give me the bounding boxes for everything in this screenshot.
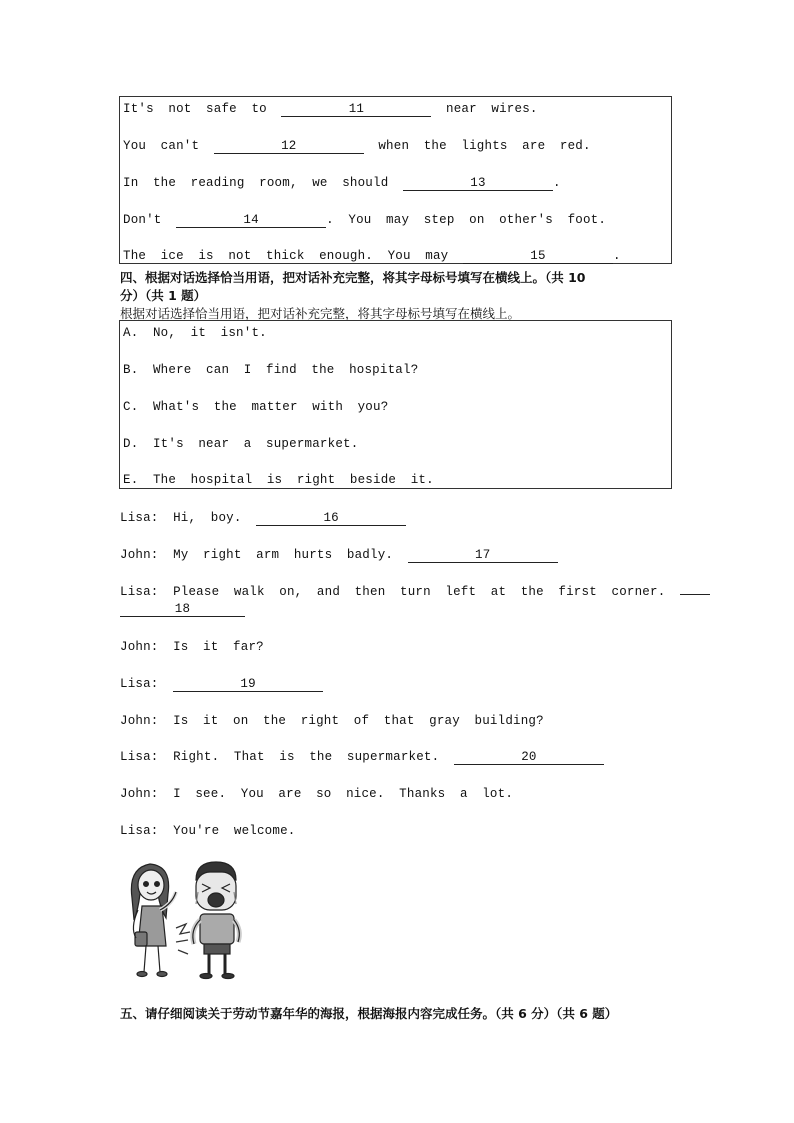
girl-figure [131, 864, 176, 977]
blank-14[interactable]: 14 [176, 213, 326, 228]
blank-13[interactable]: 13 [403, 176, 553, 191]
girl-and-crying-boy-illustration [120, 858, 252, 984]
dialogue-line-17: John: My right arm hurts badly. 17 [120, 548, 558, 563]
blank-19[interactable]: 19 [173, 677, 323, 692]
dialogue-line-see: John: I see. You are so nice. Thanks a lot. [120, 787, 514, 801]
blank-18[interactable]: 18 [120, 602, 245, 617]
blank-16[interactable]: 16 [256, 511, 406, 526]
blank-15[interactable]: 15 [463, 249, 613, 264]
sentence-11: It's not safe to 11 near wires. [123, 102, 538, 116]
option-c: C. What's the matter with you? [123, 400, 389, 414]
blank-11[interactable]: 11 [281, 102, 431, 117]
dialogue-line-18-cont [120, 602, 245, 617]
pain-lines [176, 924, 190, 954]
sentence-12: You can't 12 when the lights are red. [123, 139, 591, 153]
dialogue-line-welcome: Lisa: You're welcome. [120, 824, 296, 838]
dialogue-line-far: John: Is it far? [120, 640, 264, 654]
section-4-heading-line1: 四、根据对话选择恰当用语，把对话补充完整，将其字母标号填写在横线上。（共 10 [120, 270, 586, 285]
option-b: B. Where can I find the hospital? [123, 363, 419, 377]
dialogue-line-20: Lisa: Right. That is the supermarket. 20 [120, 750, 604, 765]
blank-18-start[interactable] [680, 594, 710, 595]
option-a: A. No, it isn't. [123, 326, 267, 340]
sentence-15: The ice is not thick enough. You may 15 . [123, 249, 621, 263]
dialogue-line-19: Lisa: 19 [120, 677, 323, 692]
sentence-13: In the reading room, we should 13 . [123, 176, 561, 190]
blank-20[interactable]: 20 [454, 750, 604, 765]
dialogue-line-right: John: Is it on the right of that gray building? [120, 714, 544, 728]
dialogue-line-18: Lisa: Please walk on, and then turn left at the first corner. [120, 585, 710, 599]
fill-in-box-11-15 [119, 96, 672, 264]
section-5-heading: 五、请仔细阅读关于劳动节嘉年华的海报，根据海报内容完成任务。（共 6 分）（共 6 题） [120, 1006, 618, 1021]
options-box [119, 320, 672, 489]
section-4-instruction: 根据对话选择恰当用语，把对话补充完整，将其字母标号填写在横线上。 [120, 306, 521, 321]
dialogue-line-16: Lisa: Hi, boy. 16 [120, 511, 406, 526]
sentence-14: Don't 14 . You may step on other's foot. [123, 213, 607, 227]
option-d: D. It's near a supermarket. [123, 437, 359, 451]
option-e: E. The hospital is right beside it. [123, 473, 434, 487]
blank-12[interactable]: 12 [214, 139, 364, 154]
section-4-heading-line2: 分）（共 1 题） [120, 288, 207, 303]
crying-boy-figure [193, 862, 239, 979]
blank-17[interactable]: 17 [408, 548, 558, 563]
